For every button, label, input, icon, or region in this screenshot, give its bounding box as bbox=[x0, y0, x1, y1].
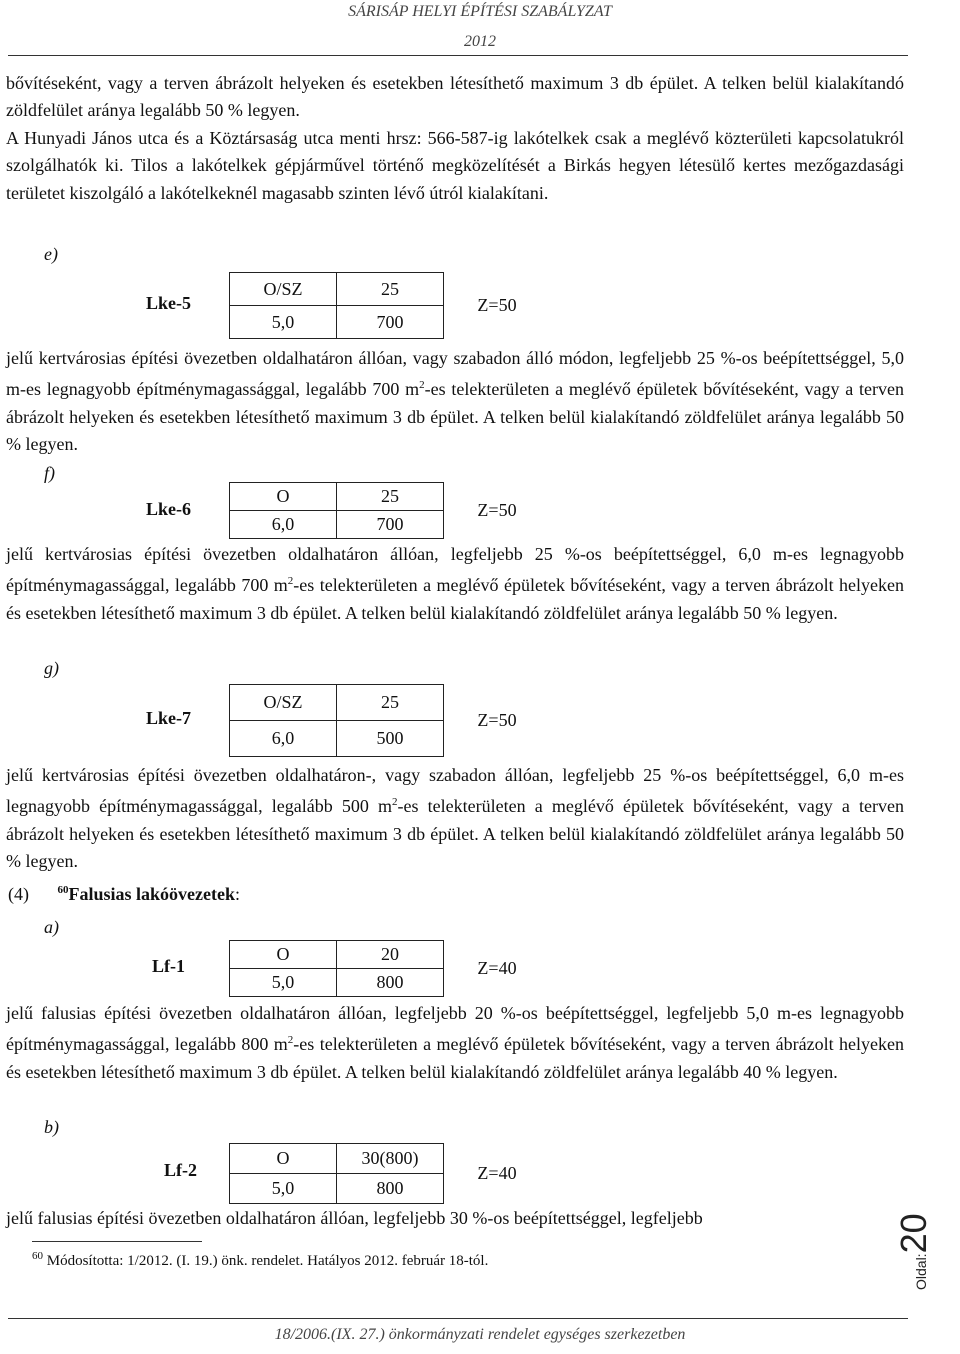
zone-description: jelű kertvárosias építési övezetben oldalhatáron-, vagy szabadon állóan, legfeljebb 25 %-os beépítettséggel, 6,0 m-es legnagyobb építménymagassággal, legalább 500 $m^2-es$ telekterületen a meglévő épületek bővítéseként, vagy a terven ábrázolt helyeken és esetekben létesíthető maximum 3 db épület. A telken belül kialakítandó zöldfelület aránya legalább 50 % legyen. bbox=[6, 765, 904, 872]
height-cell: 5,0 bbox=[230, 306, 337, 339]
section-number: (4) bbox=[8, 884, 29, 904]
coverage-cell: 30(800) bbox=[337, 1144, 444, 1174]
coverage-cell: 20 bbox=[337, 941, 444, 969]
page-number bbox=[893, 1170, 933, 1290]
page-label: Oldal: bbox=[913, 1253, 929, 1290]
page-footer: 18/2006.(IX. 27.) önkormányzati rendelet egységes szerkezetben bbox=[274, 1326, 686, 1343]
header-divider bbox=[8, 55, 908, 56]
intro-paragraph-2: A Hunyadi János utca és a Köztársaság utca menti hrsz: 566-587-ig lakótelkek csak a meglévő közterületi kapcsolatukról szolgálhatók ki. Tilos a lakótelkek gépjárművel történő megközelítését a Birkás hegyen létesülő kertes mezőgazdasági területet kiszolgáló a lakótelkeknél magasabb szinten lévő útról kialakítani. bbox=[6, 128, 904, 203]
building-mode-cell: O/SZ bbox=[230, 273, 337, 306]
green-ratio-cell: Z=50 bbox=[477, 295, 517, 315]
plot-size-cell: 700 bbox=[337, 306, 444, 339]
zone-code-lke7: Lke-7 bbox=[146, 708, 191, 728]
plot-size-cell: 700 bbox=[337, 511, 444, 539]
zone-label-e: e) bbox=[44, 244, 58, 264]
zone-description: jelű kertvárosias építési övezetben oldalhatáron állóan, vagy szabadon álló módon, legfeljebb 25 %-os beépítettséggel, 5,0 m-es legnagyobb építménymagassággal, legalább 700 $m^2-es$ telekterületen a meglévő épületek bővítéseként, vagy a terven ábrázolt helyeken és esetekben létesíthető maximum 3 db épület. A telken belül kialakítandó zöldfelület aránya legalább 50 % legyen. bbox=[6, 348, 905, 455]
green-ratio-cell: Z=40 bbox=[477, 958, 517, 978]
zone-code-lf2: Lf-2 bbox=[164, 1160, 197, 1180]
building-mode-cell: O/SZ bbox=[230, 685, 337, 721]
building-mode-cell: O bbox=[230, 941, 337, 969]
building-mode-cell: O bbox=[230, 1144, 337, 1174]
intro-paragraph-1: bővítéseként, vagy a terven ábrázolt helyeken és esetekben létesíthető maximum 3 db épület. A telken belül kialakítandó zöldfelület aránya legalább 50 % legyen. bbox=[6, 73, 904, 121]
green-ratio-cell: Z=40 bbox=[477, 1163, 517, 1183]
green-ratio-cell: Z=50 bbox=[477, 710, 517, 730]
zone-parameter-table bbox=[229, 940, 550, 997]
zone-parameter-table bbox=[229, 1143, 550, 1204]
plot-size-cell: 800 bbox=[337, 969, 444, 997]
green-ratio-cell: Z=50 bbox=[477, 500, 517, 520]
footnote bbox=[32, 1250, 488, 1270]
zone-parameter-table bbox=[229, 684, 550, 757]
footnote-divider bbox=[32, 1241, 202, 1242]
page-number-value: 20 bbox=[893, 1213, 934, 1254]
section-footnote-ref: 60 bbox=[57, 884, 69, 896]
page-header-year: 2012 bbox=[464, 33, 496, 50]
zone-code-lke5: Lke-5 bbox=[146, 293, 191, 313]
footnote-ref: 60 bbox=[32, 1250, 43, 1262]
zone-parameter-table bbox=[229, 482, 550, 539]
footnote-text: Módosította: 1/2012. (I. 19.) önk. rendelet. Hatályos 2012. február 18-tól. bbox=[46, 1253, 489, 1269]
height-cell: 5,0 bbox=[230, 969, 337, 997]
plot-size-cell: 500 bbox=[337, 721, 444, 757]
footer-divider bbox=[8, 1318, 908, 1319]
page-header-title: SÁRISÁP HELYI ÉPÍTÉSI SZABÁLYZAT bbox=[348, 3, 612, 20]
zone-label-f: f) bbox=[44, 463, 55, 483]
zone-description: jelű kertvárosias építési övezetben oldalhatáron állóan, legfeljebb 25 %-os beépítettséggel, 6,0 m-es legnagyobb építménymagassággal, legalább 700 $m^2-es$ telekterületen a meglévő épületek bővítéseként, vagy a terven ábrázolt helyeken és esetekben létesíthető maximum 3 db épület. A telken belül kialakítandó zöldfelület aránya legalább 50 % legyen. bbox=[6, 544, 905, 623]
coverage-cell: 25 bbox=[337, 483, 444, 511]
height-cell: 6,0 bbox=[230, 511, 337, 539]
zone-label-a: a) bbox=[44, 917, 59, 937]
zone-code-lf1: Lf-1 bbox=[152, 956, 185, 976]
zone-description: jelű falusias építési övezetben oldalhatáron állóan, legfeljebb 20 %-os beépítettséggel, legfeljebb 5,0 m-es legnagyobb építménymagassággal, legalább 800 $m^2-es$ telekterületen a meglévő épületek bővítéseként, vagy a terven ábrázolt helyeken és esetekben létesíthető maximum 3 db épület. A telken belül kialakítandó zöldfelület aránya legalább 40 % legyen. bbox=[6, 1003, 905, 1082]
zone-label-b: b) bbox=[44, 1117, 59, 1137]
plot-size-cell: 800 bbox=[337, 1174, 444, 1204]
coverage-cell: 25 bbox=[337, 685, 444, 721]
zone-parameter-table bbox=[229, 272, 550, 339]
building-mode-cell: O bbox=[230, 483, 337, 511]
section-title: Falusias lakóövezetek bbox=[68, 884, 235, 904]
zone-label-g: g) bbox=[44, 658, 59, 678]
height-cell: 6,0 bbox=[230, 721, 337, 757]
section-heading: (4) $^{60}$Falusias lakóövezetek: bbox=[8, 884, 241, 904]
zone-code-lke6: Lke-6 bbox=[146, 499, 191, 519]
coverage-cell: 25 bbox=[337, 273, 444, 306]
height-cell: 5,0 bbox=[230, 1174, 337, 1204]
zone-description: jelű falusias építési övezetben oldalhatáron állóan, legfeljebb 30 %-os beépítettséggel, legfeljebb bbox=[6, 1208, 703, 1228]
